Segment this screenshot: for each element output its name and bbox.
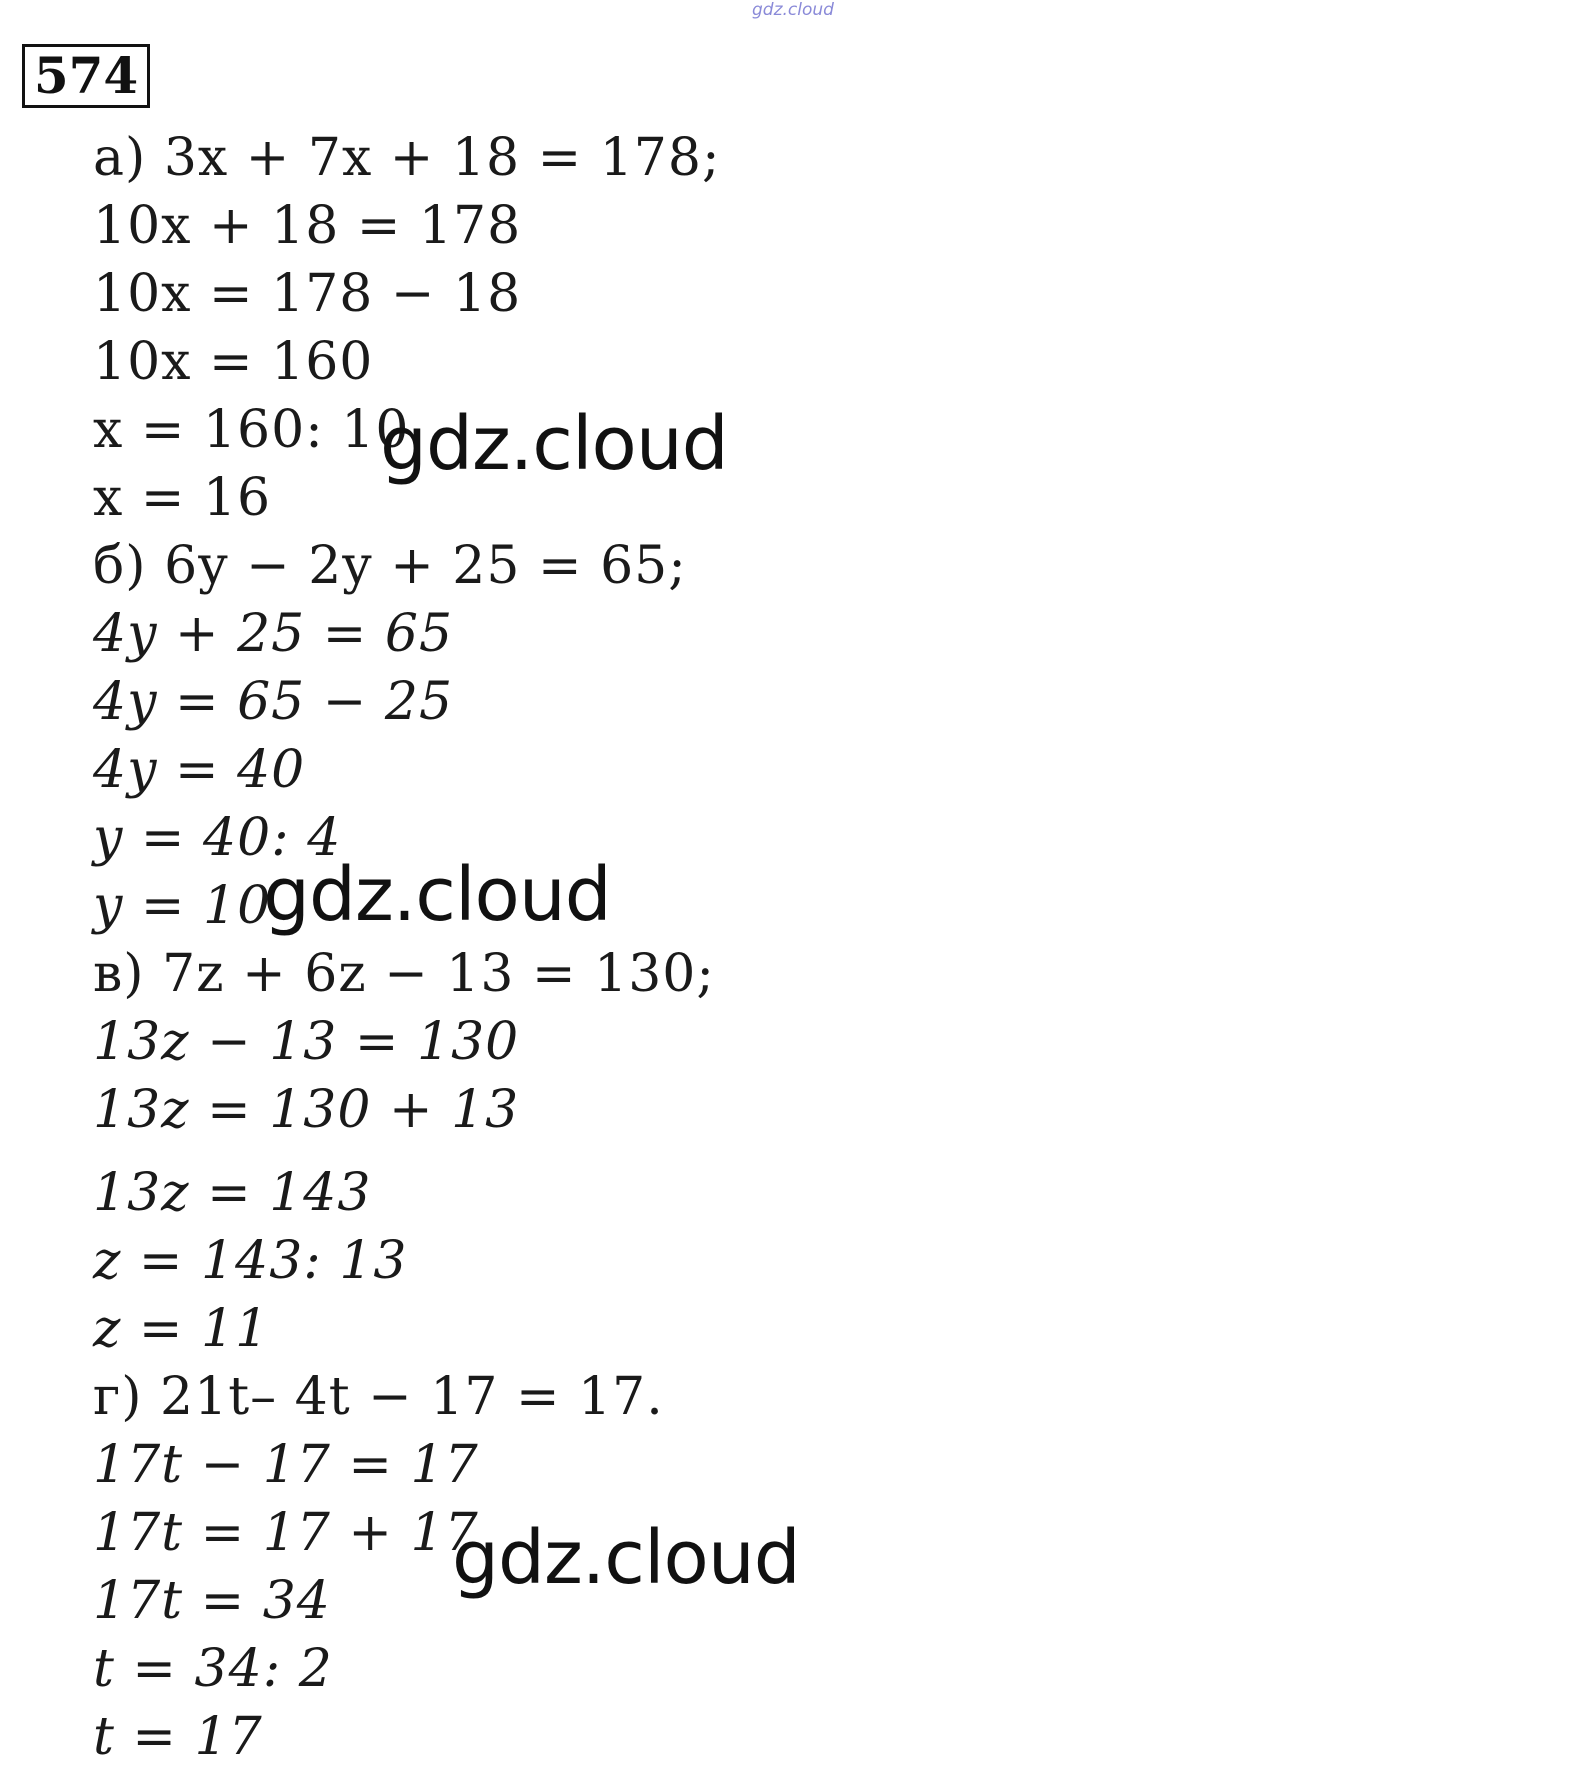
solution-line-a-step-2: 10x = 178 − 18 — [93, 264, 522, 324]
solution-line-d-equation: г) 21t– 4t − 17 = 17. — [93, 1367, 664, 1427]
solution-line-d-answer: t = 17 — [93, 1707, 263, 1767]
solution-line-c-step-2: 13z = 130 + 13 — [93, 1080, 520, 1140]
solution-line-b-step-2: 4y = 65 − 25 — [93, 672, 454, 732]
solution-line-b-equation: б) 6y − 2y + 25 = 65; — [93, 536, 687, 596]
solution-line-a-answer: x = 16 — [93, 468, 272, 528]
solution-line-a-step-3: 10x = 160 — [93, 332, 374, 392]
solution-line-b-step-1: 4y + 25 = 65 — [93, 604, 454, 664]
solution-line-c-step-4: z = 143: 13 — [93, 1231, 408, 1291]
solution-line-c-step-3: 13z = 143 — [93, 1163, 372, 1223]
top-watermark: gdz.cloud — [752, 0, 834, 20]
solution-line-d-step-3: 17t = 34 — [93, 1571, 331, 1631]
solution-line-b-step-3: 4y = 40 — [93, 740, 306, 800]
solution-line-d-step-4: t = 34: 2 — [93, 1639, 333, 1699]
solution-line-c-step-1: 13z − 13 = 130 — [93, 1012, 520, 1072]
watermark-logo-3: gdz.cloud — [452, 1515, 800, 1601]
solution-line-d-step-1: 17t − 17 = 17 — [93, 1435, 479, 1495]
solution-line-a-equation: а) 3x + 7x + 18 = 178; — [93, 128, 721, 188]
solution-line-b-step-4: y = 40: 4 — [93, 808, 342, 868]
solution-line-d-step-2: 17t = 17 + 17 — [93, 1503, 479, 1563]
watermark-logo-2: gdz.cloud — [263, 852, 611, 938]
solution-line-b-answer: y = 10 — [93, 876, 272, 936]
solution-line-c-answer: z = 11 — [93, 1299, 270, 1359]
watermark-logo-1: gdz.cloud — [380, 401, 728, 487]
problem-number: 574 — [22, 44, 150, 108]
solution-line-a-step-1: 10x + 18 = 178 — [93, 196, 522, 256]
solution-line-a-step-4: x = 160: 10 — [93, 400, 410, 460]
solution-line-c-equation: в) 7z + 6z − 13 = 130; — [93, 944, 715, 1004]
